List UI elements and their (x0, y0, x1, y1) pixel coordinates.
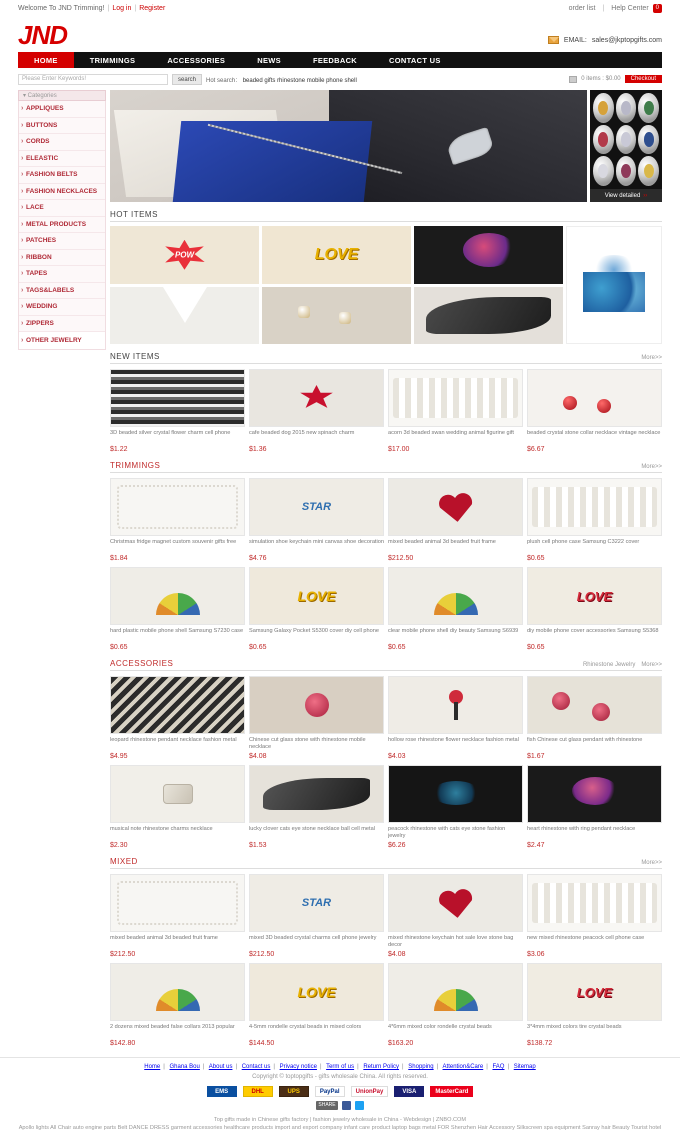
footer-links: Home | Ghana Bou | About us | Contact us | Privacy notice | Term of us | Return Policy | Shopping | Attention&Care | FAQ | Sitemap (0, 1057, 680, 1070)
peacock-shape (432, 781, 480, 805)
product-thumbnail[interactable] (527, 478, 662, 536)
view-detailed-button[interactable] (590, 189, 662, 202)
accessories-grid-row1 (110, 676, 662, 760)
nav-item-news[interactable]: NEWS (257, 55, 281, 65)
footer-link-about-us[interactable]: About us (208, 1064, 233, 1070)
gem-icon (593, 156, 614, 186)
section-title: MIXED (110, 857, 138, 866)
product-name: Samsung Galaxy Pocket S5300 cover diy cell phone (249, 628, 379, 634)
logo[interactable]: JND (18, 20, 68, 50)
nav-item-feedback[interactable]: FEEDBACK (312, 55, 358, 65)
product-thumbnail[interactable] (388, 874, 523, 932)
footer-link-faq[interactable]: FAQ (492, 1064, 505, 1070)
dhl-logo: DHL (243, 1086, 273, 1097)
nav-item-contact-us[interactable]: CONTACT US (389, 55, 441, 65)
sidebar-item-buttons[interactable]: › BUTTONS (19, 118, 105, 135)
product-card[interactable] (527, 874, 662, 958)
product-card[interactable] (527, 963, 662, 1047)
product-name: plush cell phone case Samsung C3222 cover (527, 539, 640, 545)
product-thumbnail[interactable] (527, 676, 662, 734)
footer-link-term-of-us[interactable]: Term of us (326, 1064, 355, 1070)
sidebar-item-metal-products[interactable]: › METAL PRODUCTS (19, 217, 105, 234)
product-price: $4.76 (249, 555, 267, 562)
social-bar (0, 1101, 680, 1110)
cherry-shape (563, 396, 577, 410)
star-text: STAR (301, 897, 332, 909)
product-card[interactable] (527, 676, 662, 760)
cart-badge: 0 (653, 4, 662, 13)
product-name: mixed beaded animal 3d beaded fruit frame (110, 935, 218, 941)
product-thumbnail[interactable] (110, 567, 245, 625)
product-thumbnail[interactable] (388, 567, 523, 625)
search-row (18, 72, 662, 86)
search-button[interactable]: search (172, 74, 202, 85)
separator: | (134, 5, 137, 12)
product-card[interactable] (388, 369, 523, 453)
hot-items-mosaic (110, 226, 662, 344)
section-header-accessories (110, 659, 662, 671)
category-list (18, 101, 106, 350)
payment-methods (0, 1086, 680, 1097)
product-name: simulation shoe keychain mini canvas shoe decoration (249, 539, 384, 545)
sidebar-item-fashion-necklaces[interactable]: › FASHION NECKLACES (19, 184, 105, 201)
product-name: hard plastic mobile phone shell Samsung S7230 case (110, 628, 244, 634)
love-text: LOVE (297, 588, 336, 604)
cart-icon[interactable] (569, 76, 577, 83)
product-thumbnail[interactable] (527, 963, 662, 1021)
mail-icon (548, 36, 559, 44)
product-card[interactable] (388, 676, 523, 760)
rainbow-shape (156, 593, 200, 615)
product-price: $0.65 (249, 644, 267, 651)
product-thumbnail[interactable] (110, 874, 245, 932)
product-name: cafe beaded dog 2015 new spinach charm (249, 430, 355, 436)
trimmings-grid-row1 (110, 478, 662, 562)
hero-banner (110, 90, 662, 202)
ups-logo: UPS (279, 1086, 309, 1097)
product-card[interactable] (110, 963, 245, 1047)
more-link[interactable]: More>> (641, 662, 662, 668)
heart-shape (436, 886, 475, 920)
twitter-icon[interactable] (355, 1101, 364, 1110)
product-name: musical note rhinestone charms necklace (110, 826, 213, 832)
product-card[interactable] (249, 478, 384, 562)
product-price: $144.50 (249, 1040, 275, 1047)
love-text: LOVE (576, 984, 613, 1000)
product-name: 4*6mm mixed color rondelle crystal beads (388, 1024, 492, 1030)
gem-icon (593, 93, 614, 123)
order-list-link[interactable]: order list (568, 5, 596, 12)
product-name: Christmas fridge magnet custom souvenir gifts free (110, 539, 237, 545)
product-thumbnail[interactable] (249, 567, 384, 625)
product-price: $2.47 (527, 842, 545, 849)
visa-logo: VISA (394, 1086, 424, 1097)
product-price: $1.67 (527, 753, 545, 760)
sidebar-item-tags-labels[interactable]: › TAGS&LABELS (19, 283, 105, 300)
cherry-shape (597, 399, 611, 413)
copyright-text: Copyright © toptopgifts - gifts wholesale China. All rights reserved. (252, 1074, 428, 1080)
rose-shape (552, 692, 570, 710)
hero-image[interactable] (110, 90, 587, 202)
product-card[interactable] (527, 567, 662, 651)
gem-icon (616, 125, 637, 155)
search-input[interactable]: Please Enter Keywords! (22, 76, 87, 82)
gem-icon (616, 156, 637, 186)
hot-tile-pow[interactable] (110, 226, 259, 284)
category-header: ▾ Categories (18, 90, 106, 101)
gem-icon (638, 156, 659, 186)
product-name: lucky clover cats eye stone necklace ball cell metal (249, 826, 375, 832)
mastercard-logo: MasterCard (430, 1086, 473, 1097)
login-link[interactable]: Log in (112, 5, 132, 12)
product-card[interactable] (110, 676, 245, 760)
product-card[interactable] (249, 963, 384, 1047)
product-card[interactable] (388, 478, 523, 562)
product-card[interactable] (527, 765, 662, 849)
chevron-right-icon: ›› (643, 192, 648, 199)
product-name: new mixed rhinestone peacock cell phone case (527, 935, 645, 941)
rose-shape (592, 703, 610, 721)
product-price: $0.65 (388, 644, 406, 651)
product-name: 3*4mm mixed colors tire crystal beads (527, 1024, 622, 1030)
product-name: clear mobile phone shell diy beauty Samsung S6939 (388, 628, 519, 634)
hot-tile-necklace[interactable] (414, 226, 563, 284)
product-price: $2.30 (110, 842, 128, 849)
section-header-hot-items (110, 210, 662, 222)
product-card[interactable] (110, 567, 245, 651)
search-input-wrap[interactable] (18, 74, 168, 85)
footer-link-ghana-bou[interactable]: Ghana Bou (169, 1064, 200, 1070)
hot-tile-cufflinks[interactable] (262, 287, 411, 345)
section-header-mixed (110, 857, 662, 869)
hot-tile-shirt[interactable] (110, 287, 259, 345)
product-price: $1.84 (110, 555, 128, 562)
product-card[interactable] (527, 478, 662, 562)
gem-icon (593, 125, 614, 155)
product-card[interactable] (249, 874, 384, 958)
separator: | (602, 5, 605, 12)
product-name: acorn 3d beaded swan wedding animal figurine gift (388, 430, 514, 436)
product-price: $1.22 (110, 446, 128, 453)
gem-icon (638, 125, 659, 155)
product-thumbnail[interactable] (249, 478, 384, 536)
product-thumbnail[interactable] (388, 676, 523, 734)
pow-text: POW (174, 250, 195, 260)
unionpay-logo: UnionPay (351, 1086, 389, 1097)
product-thumbnail[interactable] (110, 963, 245, 1021)
sidebar-item-eleastic[interactable]: › ELEASTIC (19, 151, 105, 168)
glass-stone-shape (163, 784, 193, 804)
gem-icon (638, 93, 659, 123)
product-card[interactable] (388, 963, 523, 1047)
section-title: HOT ITEMS (110, 210, 158, 219)
trimmings-grid-row2 (110, 567, 662, 651)
product-name: 2 dozens mixed beaded false collars 2013 popular (110, 1024, 235, 1030)
wing-shape (426, 297, 551, 334)
register-link[interactable]: Register (139, 5, 166, 12)
product-name: mixed rhinestone keychain hot sale love stone bag decor (388, 935, 514, 948)
product-card[interactable] (110, 874, 245, 958)
separator: | (107, 5, 110, 12)
product-thumbnail[interactable] (388, 478, 523, 536)
product-name: leopard rhinestone pendant necklace fashion metal (110, 737, 237, 743)
paypal-logo: PayPal (315, 1086, 345, 1097)
seo-line-2: Apollo lights All Chair auto engine parts Belt DANCE DRESS garment accessories healthcare products import and export company infant care product laptop bags metal FOR Shenzhen Hair Accessory Silkscreen spa equipment Sanray hair Beauty Tourist hotel (18, 1125, 662, 1131)
product-price: $6.67 (527, 446, 545, 453)
product-name: hollow rose rhinestone flower necklace fashion metal (388, 737, 519, 743)
star-text: STAR (301, 501, 332, 513)
hot-tile-butterfly[interactable] (566, 226, 662, 344)
section-header-new-items (110, 352, 662, 364)
rainbow-shape (434, 593, 478, 615)
product-card[interactable] (249, 567, 384, 651)
mixed-grid-row1 (110, 874, 662, 958)
sidebar (18, 90, 106, 1047)
sidebar-item-zippers[interactable]: › ZIPPERS (19, 316, 105, 333)
footer-link-shopping[interactable]: Shopping (408, 1064, 434, 1070)
product-thumbnail[interactable] (388, 765, 523, 823)
nav-item-trimmings[interactable]: TRIMMINGS (89, 55, 136, 65)
product-card[interactable] (110, 765, 245, 849)
product-name: 3D beaded silver crystal flower charm cell phone (110, 430, 231, 436)
nav-item-home[interactable]: HOME (18, 52, 74, 68)
hot-search-terms[interactable]: beaded gifts rhinestone mobile phone shell (242, 77, 357, 84)
product-thumbnail[interactable] (527, 369, 662, 427)
cart-text: 0 items : $0.00 (581, 76, 621, 82)
product-card[interactable] (249, 765, 384, 849)
section-title: TRIMMINGS (110, 461, 161, 470)
email-value: sales@jkptopgifts.com (591, 36, 662, 44)
sidebar-item-ribbon[interactable]: › RIBBON (19, 250, 105, 267)
beaded-necklace-shape (463, 233, 515, 267)
topbar (0, 0, 680, 14)
product-price: $4.95 (110, 753, 128, 760)
product-thumbnail[interactable] (527, 874, 662, 932)
rainbow-shape (156, 989, 200, 1011)
sidebar-item-lace[interactable]: › LACE (19, 200, 105, 217)
product-thumbnail[interactable] (249, 676, 384, 734)
product-card[interactable] (249, 676, 384, 760)
product-thumbnail[interactable] (527, 567, 662, 625)
topbar-right (569, 4, 662, 13)
ems-logo: EMS (207, 1086, 237, 1097)
sidebar-item-fashion-belts[interactable]: › FASHION BELTS (19, 167, 105, 184)
footer-link-attention-care[interactable]: Attention&Care (442, 1064, 484, 1070)
product-price: $4.08 (249, 753, 267, 760)
section-title: NEW ITEMS (110, 352, 160, 361)
product-card[interactable] (388, 765, 523, 849)
facebook-icon[interactable] (342, 1101, 351, 1110)
product-thumbnail[interactable] (110, 369, 245, 427)
footer-link-contact-us[interactable]: Contact us (241, 1064, 271, 1070)
help-center-link[interactable]: Help Center (611, 5, 649, 12)
hero-side-panel[interactable] (590, 90, 662, 202)
product-card[interactable] (110, 369, 245, 453)
star-shape (300, 385, 334, 411)
product-name: beaded crystal stone collar necklace vintage necklace (527, 430, 661, 436)
wing-shape (263, 778, 369, 809)
footer-link-privacy-notice[interactable]: Privacy notice (279, 1064, 317, 1070)
product-name: peacock rhinestone with cats eye stone fashion jewelry (388, 826, 506, 839)
rainbow-shape (434, 989, 478, 1011)
checkout-button[interactable]: Checkout (625, 75, 662, 83)
product-thumbnail[interactable] (388, 963, 523, 1021)
site-header (0, 14, 680, 52)
hero-dress-shape (173, 121, 372, 202)
key-shape (443, 690, 469, 720)
section-more (641, 860, 662, 866)
seo-text (18, 1116, 662, 1132)
product-card[interactable] (388, 567, 523, 651)
accessories-subcat-link[interactable]: Rhinestone Jewelry (582, 662, 636, 668)
cufflink-shape (298, 306, 310, 318)
section-more (641, 355, 662, 361)
product-price: $212.50 (110, 951, 136, 958)
product-price: $17.00 (388, 446, 410, 453)
nav-item-accessories[interactable]: ACCESSORIES (167, 55, 226, 65)
view-detailed-label: View detailed (604, 192, 641, 199)
product-card[interactable] (110, 478, 245, 562)
product-price: $3.06 (527, 951, 545, 958)
gem-grid (593, 93, 659, 186)
product-name: diy mobile phone cover accessories Samsung S5368 (527, 628, 659, 634)
section-title: ACCESSORIES (110, 659, 174, 668)
product-price: $212.50 (388, 555, 414, 562)
cufflink-shape (339, 312, 351, 324)
product-thumbnail[interactable] (249, 963, 384, 1021)
new-items-grid (110, 369, 662, 453)
product-price: $212.50 (249, 951, 275, 958)
mixed-grid-row2 (110, 963, 662, 1047)
product-thumbnail[interactable] (110, 676, 245, 734)
section-more (583, 662, 662, 668)
main-nav (18, 52, 662, 68)
sidebar-item-other-jewelry[interactable]: › OTHER JEWELRY (19, 332, 105, 349)
more-link[interactable]: More>> (641, 860, 662, 866)
email-label: EMAIL: (563, 36, 587, 44)
love-text: LOVE (576, 588, 613, 604)
product-thumbnail[interactable] (388, 369, 523, 427)
product-card[interactable] (249, 369, 384, 453)
product-name: heart rhinestone with ring pendant necklace (527, 826, 636, 832)
product-name: mixed 3D beaded crystal charms cell phone jewelry (249, 935, 377, 941)
product-price: $4.03 (388, 753, 406, 760)
hot-tile-wing[interactable] (414, 287, 563, 345)
product-thumbnail[interactable] (249, 765, 384, 823)
product-name: 4-5mm rondelle crystal beads in mixed colors (249, 1024, 362, 1030)
product-price: $0.65 (527, 555, 545, 562)
product-thumbnail[interactable] (527, 765, 662, 823)
hot-tile-love[interactable] (262, 226, 411, 284)
butterfly-shape (583, 272, 645, 312)
section-header-trimmings (110, 461, 662, 473)
product-thumbnail[interactable] (110, 478, 245, 536)
gem-icon (616, 93, 637, 123)
product-price: $0.65 (527, 644, 545, 651)
product-name: fish Chinese cut glass pendant with rhinestone (527, 737, 643, 743)
welcome-text: Welcome To JND Trimming! (18, 5, 105, 12)
header-contact (548, 36, 662, 48)
heart-shape (436, 490, 475, 524)
collar-shape (163, 287, 207, 323)
product-thumbnail[interactable] (249, 874, 384, 932)
section-more (641, 464, 662, 470)
content-area (18, 90, 662, 1047)
product-price: $163.20 (388, 1040, 414, 1047)
sidebar-item-appliques[interactable]: › APPLIQUES (19, 101, 105, 118)
product-card[interactable] (527, 369, 662, 453)
product-name: mixed beaded animal 3d beaded fruit frame (388, 539, 496, 545)
necklace-shape (572, 777, 618, 805)
sidebar-item-wedding[interactable]: › WEDDING (19, 299, 105, 316)
product-thumbnail[interactable] (249, 369, 384, 427)
product-price: $142.80 (110, 1040, 136, 1047)
hot-search (206, 75, 357, 84)
hot-search-label: Hot search： (206, 77, 242, 84)
footer-link-home[interactable]: Home (144, 1064, 161, 1070)
sidebar-item-tapes[interactable]: › TAPES (19, 266, 105, 283)
footer-link-sitemap[interactable]: Sitemap (513, 1064, 536, 1070)
main-column (110, 90, 662, 1047)
product-price: $1.36 (249, 446, 267, 453)
love-text: LOVE (297, 984, 336, 1000)
product-price: $138.72 (527, 1040, 553, 1047)
love-text: LOVE (314, 245, 359, 263)
product-price: $6.26 (388, 842, 406, 849)
rose-shape (305, 693, 329, 717)
more-link[interactable]: More>> (641, 464, 662, 470)
product-name: Chinese cut glass stone with rhinestone mobile necklace (249, 737, 366, 750)
accessories-grid-row2 (110, 765, 662, 849)
share-icon[interactable]: SHARE (316, 1101, 338, 1110)
more-link[interactable]: More>> (641, 355, 662, 361)
product-price: $0.65 (110, 644, 128, 651)
product-price: $1.53 (249, 842, 267, 849)
cart-summary (569, 75, 662, 83)
hot-items-grid (110, 226, 563, 344)
sidebar-item-patches[interactable]: › PATCHES (19, 233, 105, 250)
footer-link-return-policy[interactable]: Return Policy (363, 1064, 400, 1070)
product-thumbnail[interactable] (110, 765, 245, 823)
product-card[interactable] (388, 874, 523, 958)
seo-line-1: Top gifts made in Chinese gifts factory | fashion jewelry wholesale in China - Webdesign | ZNBO.COM (213, 1117, 467, 1123)
sidebar-item-cords[interactable]: › CORDS (19, 134, 105, 151)
product-price: $4.08 (388, 951, 406, 958)
